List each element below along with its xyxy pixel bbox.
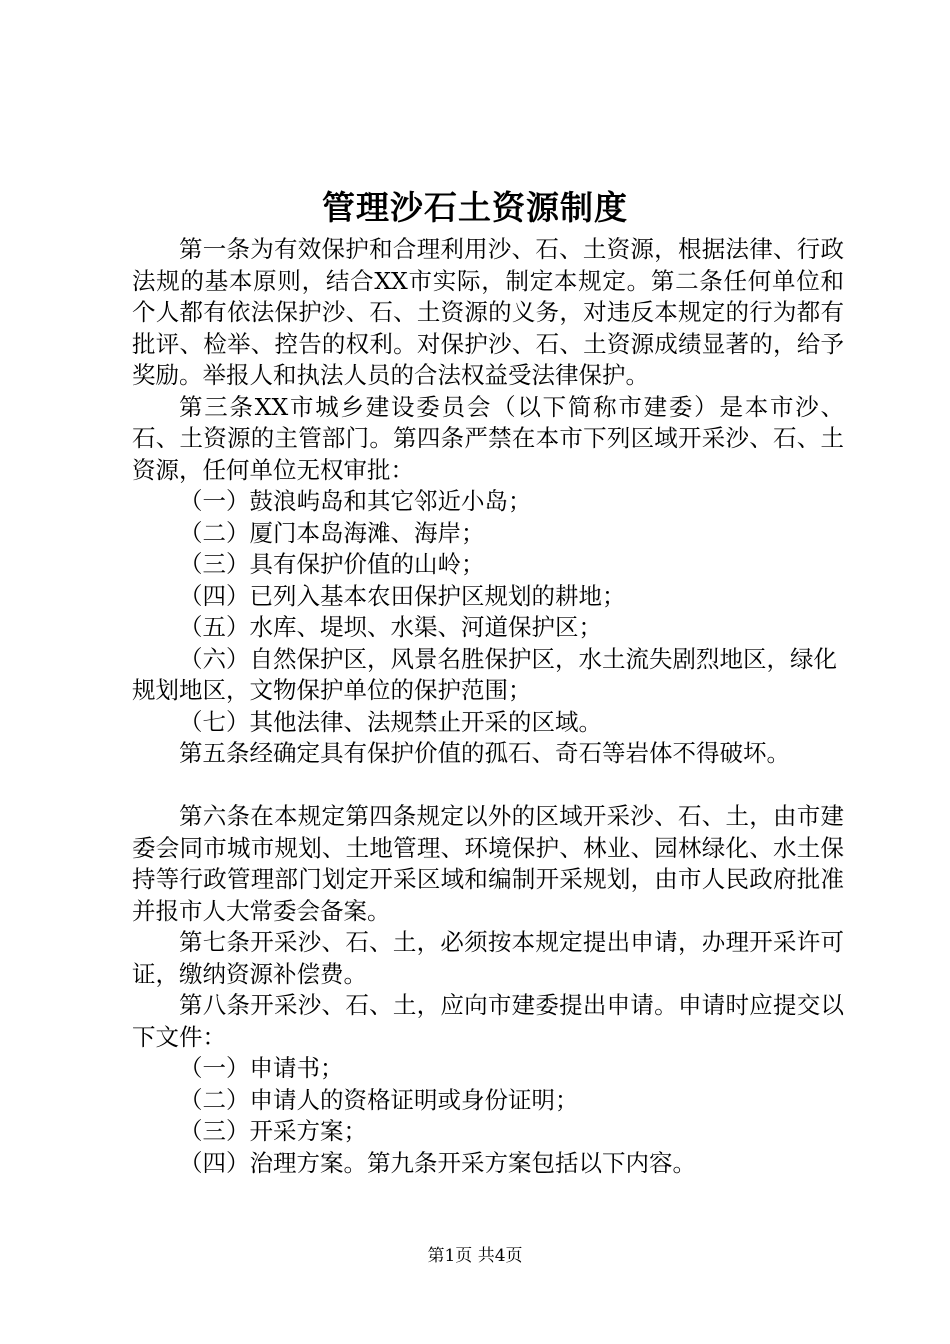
list-item: （四）治理方案。第九条开采方案包括以下内容。 — [179, 1148, 696, 1177]
list-item: （四）已列入基本农田保护区规划的耕地； — [179, 581, 626, 610]
list-item: （一）申请书； — [179, 1054, 344, 1082]
list-item: （二）厦门本岛海滩、海岸； — [179, 518, 485, 547]
list-item: （三）开采方案； — [179, 1117, 367, 1145]
list-item: （六）自然保护区，风景名胜保护区，水土流失剧烈地区，绿化规划地区，文物保护单位的保护范围； — [132, 644, 837, 704]
paragraph-article-8: 第八条开采沙、石、土，应向市建委提出申请。申请时应提交以下文件： — [132, 991, 844, 1051]
list-item: （二）申请人的资格证明或身份证明； — [179, 1085, 579, 1114]
document-title: 管理沙石土资源制度 — [322, 188, 628, 227]
paragraph-article-6: 第六条在本规定第四条规定以外的区域开采沙、石、土，由市建委会同市城市规划、土地管理、环境保护、林业、园林绿化、水土保持等行政管理部门划定开采区域和编制开采规划，由市人民政府批准并报市人大常委会备案。 — [132, 802, 844, 925]
list-item: （七）其他法律、法规禁止开采的区域。 — [179, 707, 602, 736]
paragraph-article-7: 第七条开采沙、石、土，必须按本规定提出申请，办理开采许可证，缴纳资源补偿费。 — [132, 928, 844, 988]
paragraph-article-5: 第五条经确定具有保护价值的孤石、奇石等岩体不得破坏。 — [179, 739, 790, 767]
blank-line — [132, 770, 844, 802]
list-item: （五）水库、堤坝、水渠、河道保护区； — [179, 613, 602, 641]
page-indicator: 第1页 共4页 — [427, 1246, 523, 1266]
list-item: （三）具有保护价值的山岭； — [179, 550, 485, 578]
document-body — [132, 234, 844, 1179]
paragraph-article-3-4: 第三条XX市城乡建设委员会（以下简称市建委）是本市沙、石、土资源的主管部门。第四条严禁在本市下列区域开采沙、石、土资源，任何单位无权审批： — [132, 392, 844, 484]
list-item: （一）鼓浪屿岛和其它邻近小岛； — [179, 487, 532, 515]
paragraph-article-1-2: 第一条为有效保护和合理利用沙、石、土资源，根据法律、行政法规的基本原则，结合XX市实际，制定本规定。第二条任何单位和个人都有依法保护沙、石、土资源的义务，对违反本规定的行为都有批评、检举、控告的权利。对保护沙、石、土资源成绩显著的，给予奖励。举报人和执法人员的合法权益受法律保护。 — [132, 235, 844, 389]
